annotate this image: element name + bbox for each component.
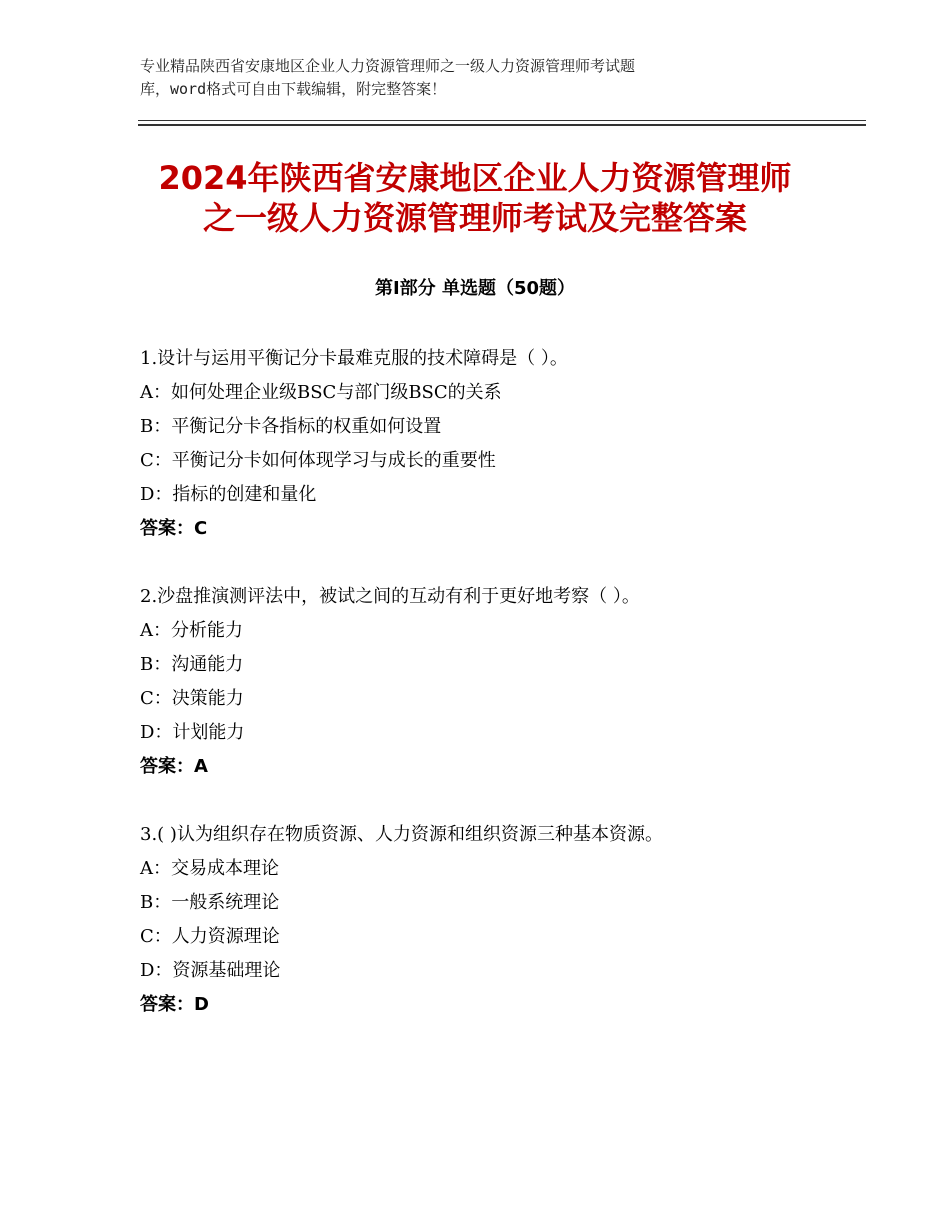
answer: 答案：A [140, 756, 208, 777]
option-b: B：一般系统理论 [140, 892, 280, 913]
option-d: D：指标的创建和量化 [140, 484, 317, 505]
question-list [140, 342, 840, 1056]
question-1 [140, 342, 840, 546]
document-title [80, 158, 870, 238]
header-divider [138, 120, 866, 126]
header-note-line-1: 专业精品陕西省安康地区企业人力资源管理师之一级人力资源管理师考试题 [140, 57, 636, 75]
question-stem: 1.设计与运用平衡记分卡最难克服的技术障碍是（ ）。 [140, 348, 568, 369]
option-c: C：决策能力 [140, 688, 244, 709]
document-title-line-1: 2024年陕西省安康地区企业人力资源管理师 [158, 159, 792, 197]
answer: 答案：D [140, 994, 209, 1015]
option-a: A：交易成本理论 [140, 858, 279, 879]
document-title-line-2: 之一级人力资源管理师考试及完整答案 [202, 199, 747, 237]
option-b: B：沟通能力 [140, 654, 244, 675]
option-b: B：平衡记分卡各指标的权重如何设置 [140, 416, 442, 437]
question-stem: 2.沙盘推演测评法中，被试之间的互动有利于更好地考察（ ）。 [140, 586, 640, 607]
option-d: D：资源基础理论 [140, 960, 281, 981]
header-note [140, 55, 780, 101]
option-c: C：人力资源理论 [140, 926, 280, 947]
option-d: D：计划能力 [140, 722, 245, 743]
question-2 [140, 580, 840, 784]
option-a: A：分析能力 [140, 620, 243, 641]
section-title: 第Ⅰ部分 单选题（50题） [374, 278, 575, 299]
answer: 答案：C [140, 518, 208, 539]
header-note-line-2: 库，word格式可自由下载编辑，附完整答案！ [140, 80, 447, 98]
question-stem: 3.( )认为组织存在物质资源、人力资源和组织资源三种基本资源。 [140, 824, 663, 845]
option-a: A：如何处理企业级BSC与部门级BSC的关系 [140, 382, 502, 403]
option-c: C：平衡记分卡如何体现学习与成长的重要性 [140, 450, 496, 471]
question-3 [140, 818, 840, 1022]
